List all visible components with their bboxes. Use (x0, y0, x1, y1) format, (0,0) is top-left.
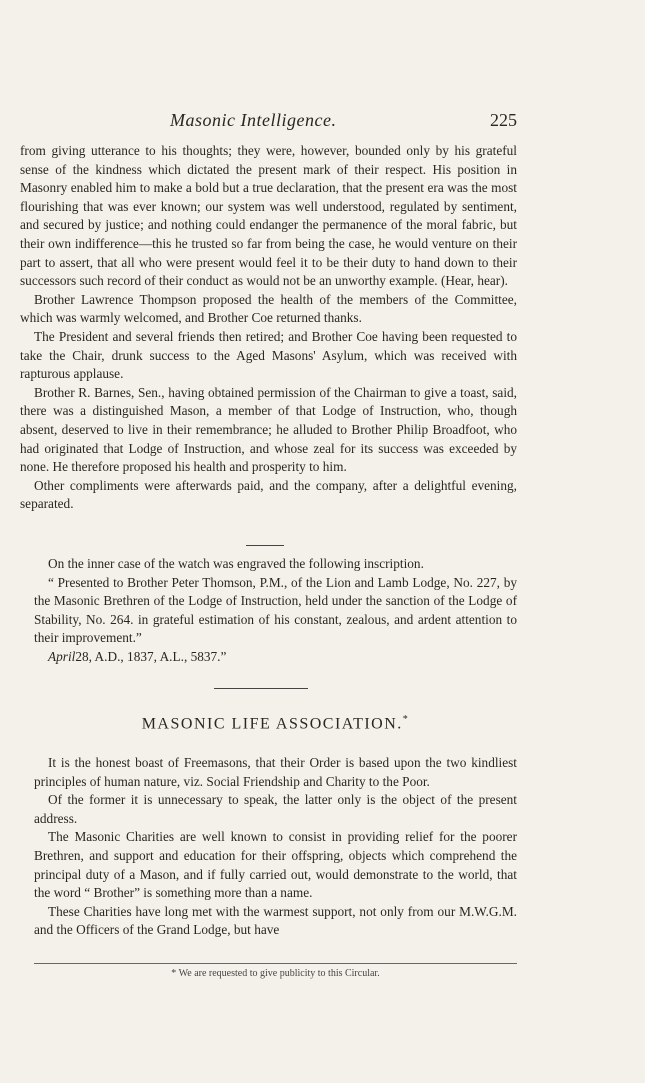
section-title-text: MASONIC LIFE ASSOCIATION. (141, 715, 403, 733)
association-text (34, 754, 517, 940)
inscription-intro: On the inner case of the watch was engraved the following inscription. (48, 556, 424, 571)
section-divider (246, 545, 284, 546)
page-header (20, 110, 517, 134)
paragraph: Other compliments were afterwards paid, and the company, after a delightful evening, separated. (20, 477, 517, 512)
paragraph: Brother Lawrence Thompson proposed the health of the members of the Committee, which was warmly welcomed, and Brother Coe returned thanks. (20, 291, 517, 326)
footnote: * We are requested to give publicity to this Circular. (171, 968, 380, 979)
proceedings-text (20, 142, 517, 514)
footnote-rule (34, 963, 517, 964)
paragraph: Brother R. Barnes, Sen., having obtained permission of the Chairman to give a toast, said, there was a distinguished Mason, a member of that Lodge of Instruction, who, though absent, deserved to live in their remembrance; he alluded to Brother Philip Broadfoot, who had originated that Lodge of Instruction, and whose zeal for its success was exceeded by none. He therefore proposed his health and prosperity to him. (20, 384, 517, 475)
paragraph: from giving utterance to his thoughts; they were, however, bounded only by his grateful sense of the kindness which dictated the present mark of their respect. His position in Masonry enabled him to make a bold but a true declaration, that the present era was the most flourishing that was ever known; our system was well understood, regulated by sentiment, and secured by justice; and nothing could endanger the permanence of the moral fabric, but their own indifference—this he trusted so far from being the case, he would venture on their part to assert, that all who were present would feel it to be their duty to hand down to their successors such record of their conduct as would not be an unworthy example. (Hear, hear). (20, 143, 517, 289)
paragraph: Of the former it is unnecessary to speak, the latter only is the object of the present address. (34, 792, 517, 826)
inscription-date (34, 648, 517, 667)
paragraph: The President and several friends then retired; and Brother Coe having been requested to take the Chair, drunk success to the Aged Masons' Asylum, which was received with rapturous applause. (20, 328, 517, 382)
paragraph: It is the honest boast of Freemasons, that their Order is based upon the two kindliest principles of human nature, viz. Social Friendship and Charity to the Poor. (34, 755, 517, 789)
footnote-marker: * (402, 714, 410, 725)
paragraph: These Charities have long met with the warmest support, not only from our M.W.G.M. and the Officers of the Grand Lodge, but have (34, 903, 517, 938)
date-rest: 28, A.D., 1837, A.L., 5837.” (75, 648, 227, 664)
inscription-text: “ Presented to Brother Peter Thomson, P.M., of the Lion and Lamb Lodge, No. 227, by the Masonic Brethren of the Lodge of Instruction, held under the sanction of the Lodge of Stability, No. 264. in grateful estimation of his constant, zealous, and ardent attention to their improvement.” (34, 574, 517, 646)
section-divider (214, 688, 308, 689)
watch-inscription (34, 555, 517, 667)
section-heading (34, 714, 517, 733)
running-title: Masonic Intelligence. (170, 110, 337, 130)
page-number: 225 (490, 110, 517, 130)
paragraph: The Masonic Charities are well known to consist in providing relief for the poorer Brethren, and support and education for their offspring, objects which comprehend the principal duty of a Mason, and if fully carried out, would demonstrate to the world, that the word “ Brother” is something more than a name. (34, 829, 517, 901)
date-month: April (48, 648, 76, 664)
